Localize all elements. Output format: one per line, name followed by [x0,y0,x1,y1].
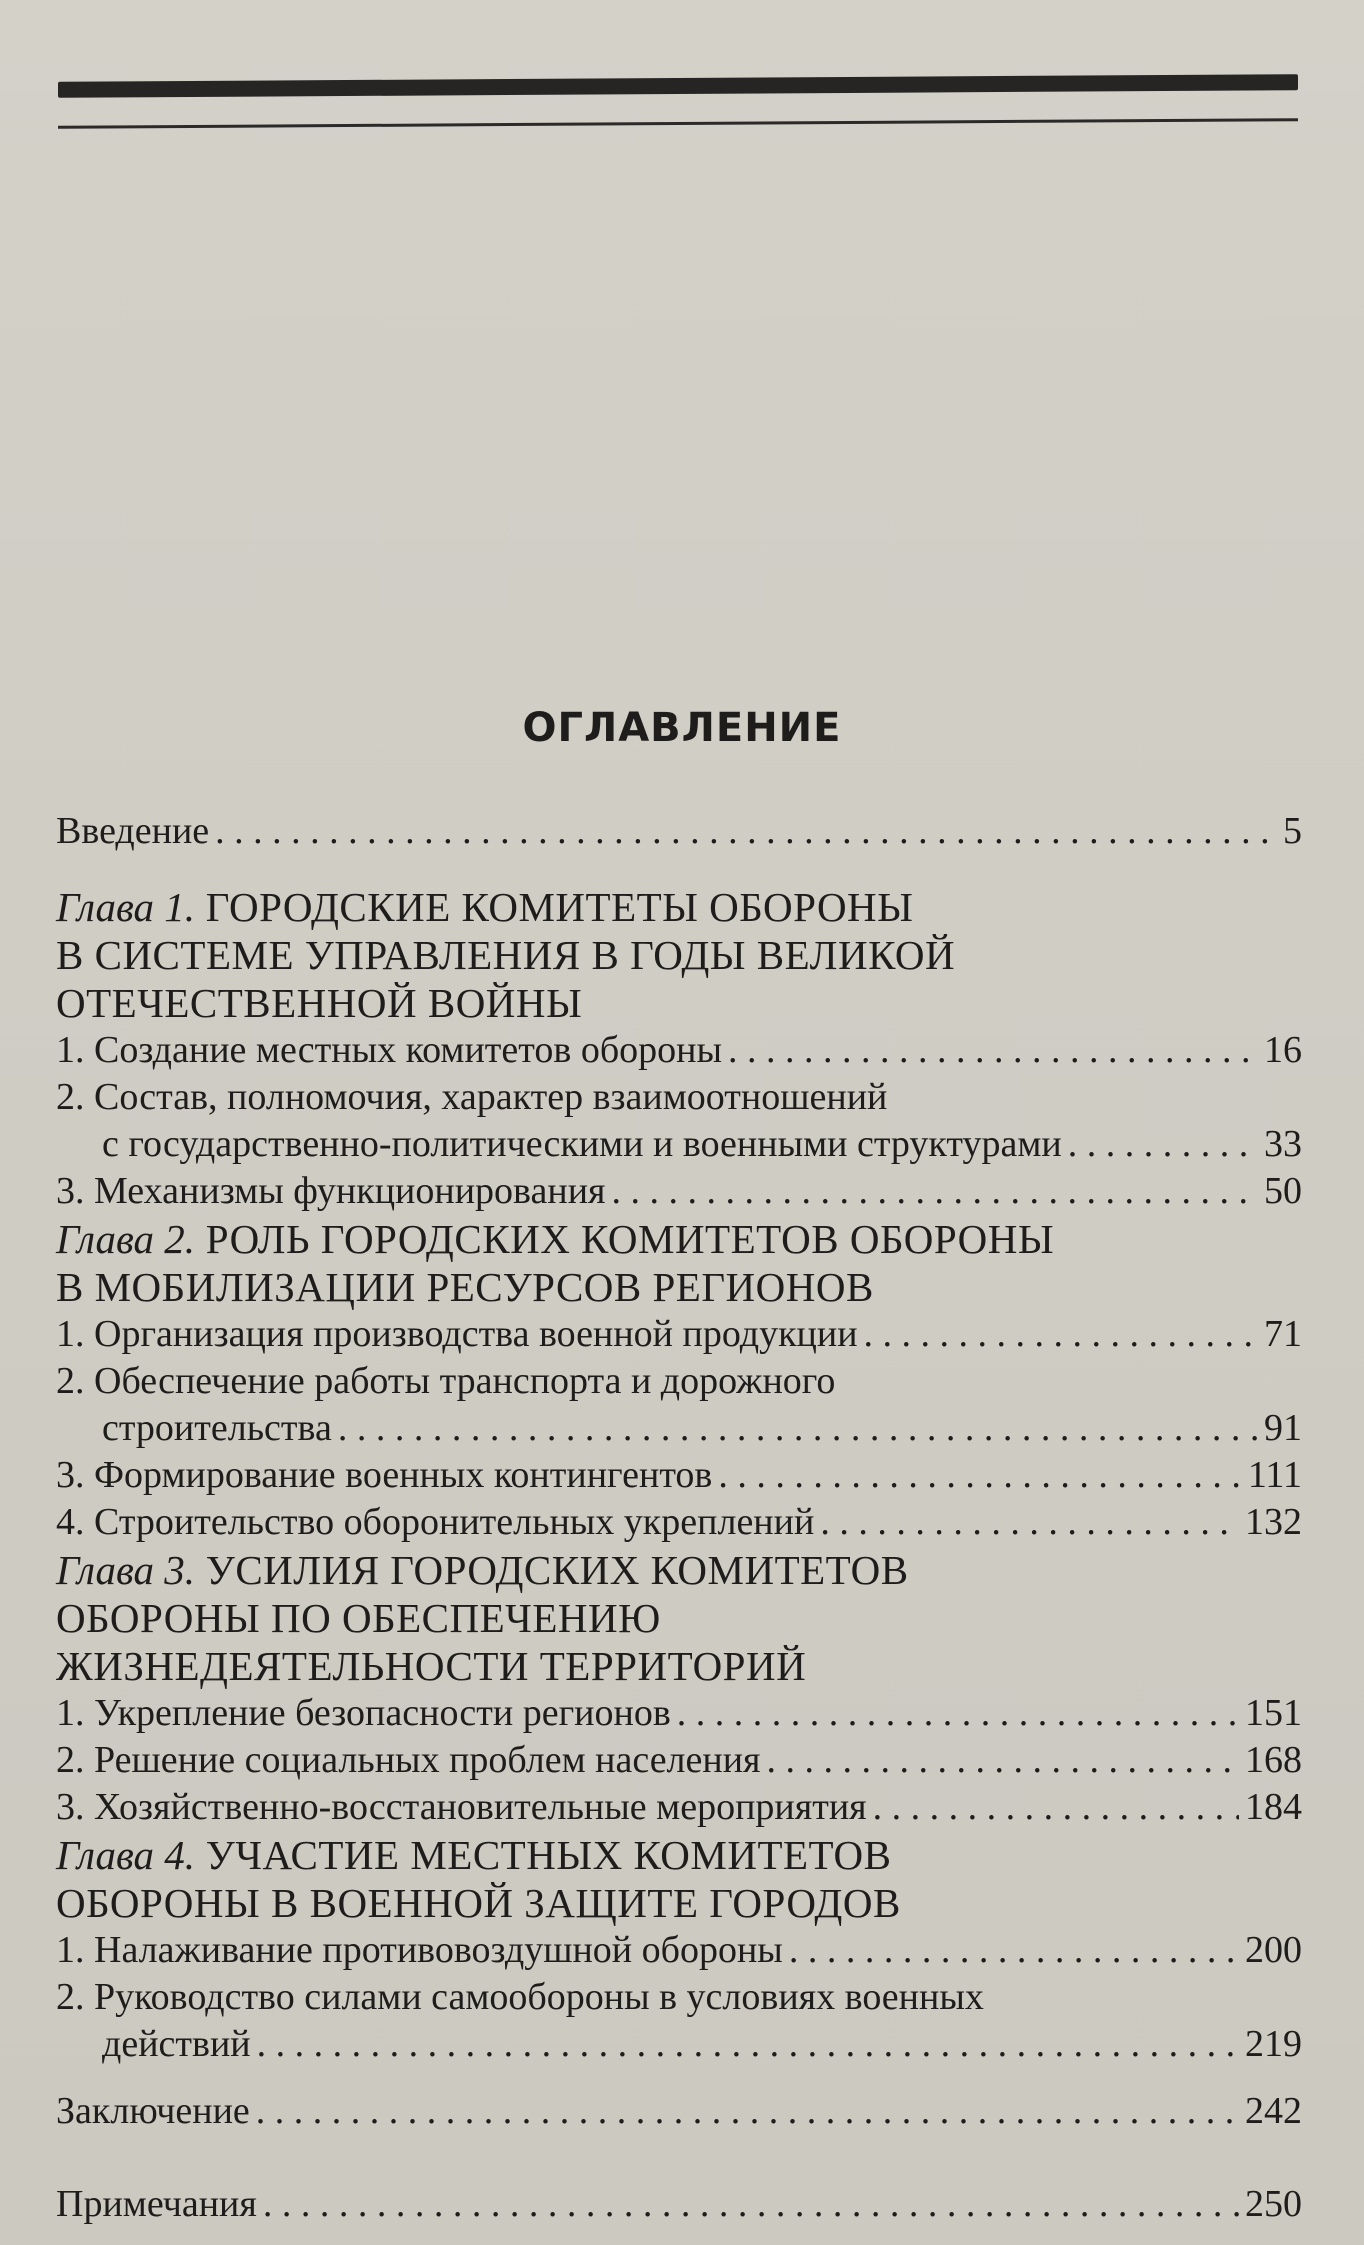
toc-entry-section [56,1121,1302,1168]
leader-dots [677,1690,1239,1737]
leader-dots [612,1168,1258,1215]
entry-label: Заключение [56,2090,250,2132]
leader-dots [718,1452,1241,1499]
toc-entry-section [56,1737,1302,1784]
chapter-heading [56,1215,1302,1263]
page-number: 132 [1245,1501,1302,1543]
toc-entry-section [56,1405,1302,1452]
page-number: 91 [1264,1407,1302,1449]
chapter-title-line: РОЛЬ ГОРОДСКИХ КОМИТЕТОВ ОБОРОНЫ [205,1216,1055,1262]
entry-label: 1. Укрепление безопасности регионов [56,1692,671,1734]
page-number: 151 [1245,1692,1302,1734]
toc-entry-section [56,1027,1302,1074]
chapter-title-line: УСИЛИЯ ГОРОДСКИХ КОМИТЕТОВ [205,1547,909,1593]
page-number: 200 [1245,1929,1302,1971]
page-number: 16 [1264,1029,1302,1071]
toc-entry-intro [56,808,1302,855]
toc-entry-section [56,1452,1302,1499]
header-rule-thin [58,118,1298,129]
chapter-label: Глава 1. [56,884,196,930]
entry-label: 1. Организация производства военной продукции [56,1313,858,1355]
chapter-title-line: ОТЕЧЕСТВЕННОЙ ВОЙНЫ [56,980,583,1026]
entry-label: 1. Создание местных комитетов обороны [56,1029,723,1071]
entry-label: строительства [102,1407,332,1449]
chapter-heading [56,883,1302,931]
toc-entry-section [56,1168,1302,1215]
chapter-title-line: ОБОРОНЫ В ВОЕННОЙ ЗАЩИТЕ ГОРОДОВ [56,1880,901,1926]
entry-label: 3. Механизмы функционирования [56,1170,606,1212]
leader-dots [1068,1121,1258,1168]
toc-entry-section [56,1784,1302,1831]
chapter-title-line: УЧАСТИЕ МЕСТНЫХ КОМИТЕТОВ [205,1832,892,1878]
entry-label: 1. Налаживание противовоздушной обороны [56,1929,783,1971]
leader-dots [215,808,1277,855]
leader-dots [263,2181,1239,2228]
toc-entry-conclusion [56,2088,1302,2135]
entry-label: действий [102,2023,251,2065]
page-number: 111 [1247,1454,1302,1496]
page-number: 168 [1245,1739,1302,1781]
leader-dots [256,2088,1239,2135]
page-number: 33 [1264,1123,1302,1165]
entry-label: Введение [56,810,210,852]
page-number: 219 [1245,2023,1302,2065]
toc-entry-section [56,1927,1302,1974]
entry-label: 3. Формирование военных контингентов [56,1454,713,1496]
chapter-heading [56,1831,1302,1879]
chapter-title-line: ЖИЗНЕДЕЯТЕЛЬНОСТИ ТЕРРИТОРИЙ [56,1643,807,1689]
table-of-contents [56,808,1302,2228]
leader-dots [257,2021,1239,2068]
toc-entry-section [56,1499,1302,1546]
entry-label: Примечания [56,2183,257,2225]
chapter-label: Глава 4. [56,1832,196,1878]
entry-label: 2. Состав, полномочия, характер взаимоотношений [56,1076,888,1118]
page-number: 250 [1245,2183,1302,2225]
page-number: 71 [1264,1313,1302,1355]
header-rule-thick [58,74,1298,98]
page-number: 184 [1245,1786,1302,1828]
chapter-title-line: ОБОРОНЫ ПО ОБЕСПЕЧЕНИЮ [56,1595,661,1641]
leader-dots [873,1784,1239,1831]
entry-label: 3. Хозяйственно-восстановительные мероприятия [56,1786,867,1828]
leader-dots [767,1737,1239,1784]
page-number: 50 [1264,1170,1302,1212]
toc-entry-section [56,1690,1302,1737]
leader-dots [728,1027,1258,1074]
chapter-title-line: В МОБИЛИЗАЦИИ РЕСУРСОВ РЕГИОНОВ [56,1264,874,1310]
chapter-title-line: ГОРОДСКИЕ КОМИТЕТЫ ОБОРОНЫ [205,884,914,930]
toc-entry-notes [56,2181,1302,2228]
chapter-heading [56,1546,1302,1594]
leader-dots [864,1311,1258,1358]
chapter-label: Глава 3. [56,1547,196,1593]
chapter-label: Глава 2. [56,1216,196,1262]
entry-label: 2. Решение социальных проблем населения [56,1739,761,1781]
entry-label: с государственно-политическими и военными структурами [102,1123,1062,1165]
chapter-title-line: В СИСТЕМЕ УПРАВЛЕНИЯ В ГОДЫ ВЕЛИКОЙ [56,932,956,978]
leader-dots [789,1927,1239,1974]
toc-entry-section [56,2021,1302,2068]
leader-dots [820,1499,1239,1546]
toc-entry-section [56,1311,1302,1358]
leader-dots [338,1405,1258,1452]
toc-title: ОГЛАВЛЕНИЕ [522,705,842,751]
page-number: 5 [1283,810,1302,852]
entry-label: 2. Руководство силами самообороны в условиях военных [56,1976,984,2018]
entry-label: 2. Обеспечение работы транспорта и дорожного [56,1360,836,1402]
page-number: 242 [1245,2090,1302,2132]
entry-label: 4. Строительство оборонительных укреплений [56,1501,815,1543]
